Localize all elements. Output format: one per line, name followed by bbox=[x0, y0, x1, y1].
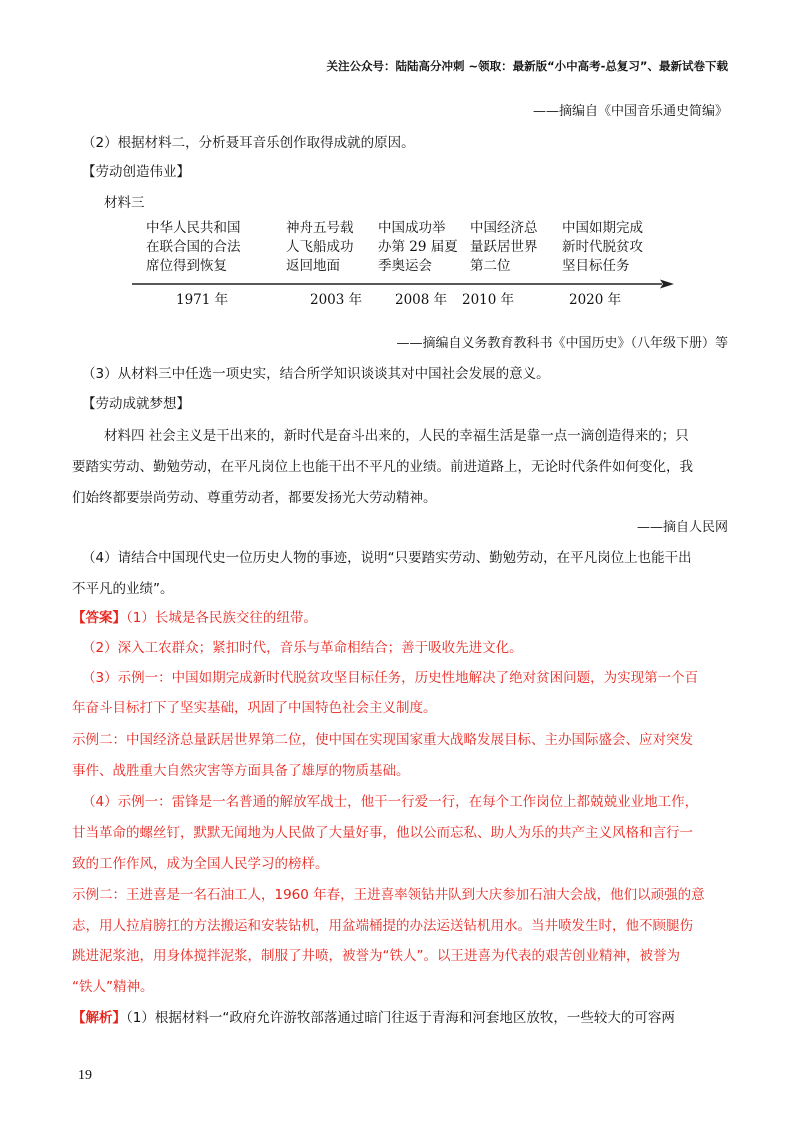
timeline-year: 2008 年 bbox=[395, 292, 448, 308]
material-4-line: 材料四 社会主义是干出来的，新时代是奋斗出来的，人民的幸福生活是靠一点一滴创造得来的；只 bbox=[104, 428, 689, 444]
page-number: 19 bbox=[78, 1068, 92, 1083]
timeline-year: 1971 年 bbox=[176, 292, 229, 308]
timeline-year: 2010 年 bbox=[462, 292, 515, 308]
material-4-line: 们始终都要崇尚劳动、尊重劳动者，都要发扬光大劳动精神。 bbox=[72, 490, 437, 506]
answer-line: 甘当革命的螺丝钉，默默无闻地为人民做了大量好事，他以公而忘私、助人为乐的共产主义风格和言行一 bbox=[72, 825, 693, 841]
answer-line: 志，用人拉肩膀扛的方法搬运和安装钻机，用盆端桶提的办法运送钻机用水。当井喷发生时，他不顾腿伤 bbox=[72, 918, 693, 934]
section-heading-labor-dreams: 【劳动成就梦想】 bbox=[82, 396, 190, 412]
timeline-year: 2003 年 bbox=[310, 292, 363, 308]
answer-line: （2）深入工农群众；紧扣时代，音乐与革命相结合；善于吸收先进文化。 bbox=[82, 640, 523, 656]
answer-line: （3）示例一：中国如期完成新时代脱贫攻坚目标任务，历史性地解决了绝对贫困问题，为实现第一个百 bbox=[82, 670, 699, 686]
question-3: （3）从材料三中任选一项史实，结合所学知识谈谈其对中国社会发展的意义。 bbox=[82, 366, 550, 382]
answer-tag: 【答案】 bbox=[72, 610, 126, 626]
source-citation-3: ——摘自人民网 bbox=[636, 520, 728, 535]
timeline-event-text: 中华人民共和国 在联合国的合法 席位得到恢复 bbox=[146, 220, 241, 274]
answer-line: （4）示例一：雷锋是一名普通的解放军战士，他干一行爱一行，在每个工作岗位上都兢兢业业地工作， bbox=[82, 794, 699, 810]
timeline-year: 2020 年 bbox=[569, 292, 622, 308]
section-heading-labor-creates: 【劳动创造伟业】 bbox=[82, 164, 190, 180]
question-4-line: （4）请结合中国现代史一位历史人物的事迹，说明“只要踏实劳动、勤勉劳动，在平凡岗位上也能干出 bbox=[82, 550, 692, 566]
question-4-line: 不平凡的业绩”。 bbox=[72, 581, 174, 597]
answer-line: 示例二：王进喜是一名石油工人，1960 年春，王进喜率领钻井队到大庆参加石油大会战，他们以顽强的意 bbox=[72, 887, 705, 903]
source-citation-2: ——摘编自义务教育教科书《中国历史》（八年级下册）等 bbox=[396, 336, 728, 351]
answer-line: 致的工作作风，成为全国人民学习的榜样。 bbox=[72, 856, 329, 872]
answer-line: 事件、战胜重大自然灾害等方面具备了雄厚的物质基础。 bbox=[72, 763, 410, 779]
page-header: 关注公众号：陆陆高分冲刺 ~领取：最新版“小中高考-总复习”、最新试卷下载 bbox=[326, 59, 728, 73]
timeline-event-text: 中国如期完成 新时代脱贫攻 坚目标任务 bbox=[562, 220, 643, 274]
timeline-event-text: 中国成功举 办第 29 届夏 季奥运会 bbox=[378, 220, 458, 274]
answer-line: “铁人”精神。 bbox=[72, 979, 154, 995]
source-citation-1: ——摘编自《中国音乐通史简编》 bbox=[532, 104, 728, 119]
answer-line: 示例二：中国经济总量跃居世界第二位，使中国在实现国家重大战略发展目标、主办国际盛会、应对突发 bbox=[72, 732, 693, 748]
timeline-event-text: 神舟五号载 人飞船成功 返回地面 bbox=[286, 220, 354, 274]
timeline-arrow-icon bbox=[660, 280, 674, 289]
answer-line: 跳进泥浆池，用身体搅拌泥浆，制服了井喷，被誉为“铁人”。以王进喜为代表的艰苦创业精神，被誉为 bbox=[72, 948, 680, 964]
analysis-line: 【解析】（1）根据材料一“政府允许游牧部落通过暗门往返于青海和河套地区放牧，一些较大的可容两 bbox=[72, 1010, 675, 1026]
material-3-label: 材料三 bbox=[104, 195, 145, 211]
question-2: （2）根据材料二，分析聂耳音乐创作取得成就的原因。 bbox=[82, 135, 415, 151]
analysis-tag: 【解析】 bbox=[72, 1010, 126, 1026]
material-4-line: 要踏实劳动、勤勉劳动，在平凡岗位上也能干出不平凡的业绩。前进道路上，无论时代条件如何变化，我 bbox=[72, 459, 693, 475]
answer-line: 年奋斗目标打下了坚实基础，巩固了中国特色社会主义制度。 bbox=[72, 700, 437, 716]
timeline-event-text: 中国经济总 量跃居世界 第二位 bbox=[470, 220, 538, 274]
answer-line: 【答案】（1）长城是各民族交往的纽带。 bbox=[72, 610, 317, 626]
